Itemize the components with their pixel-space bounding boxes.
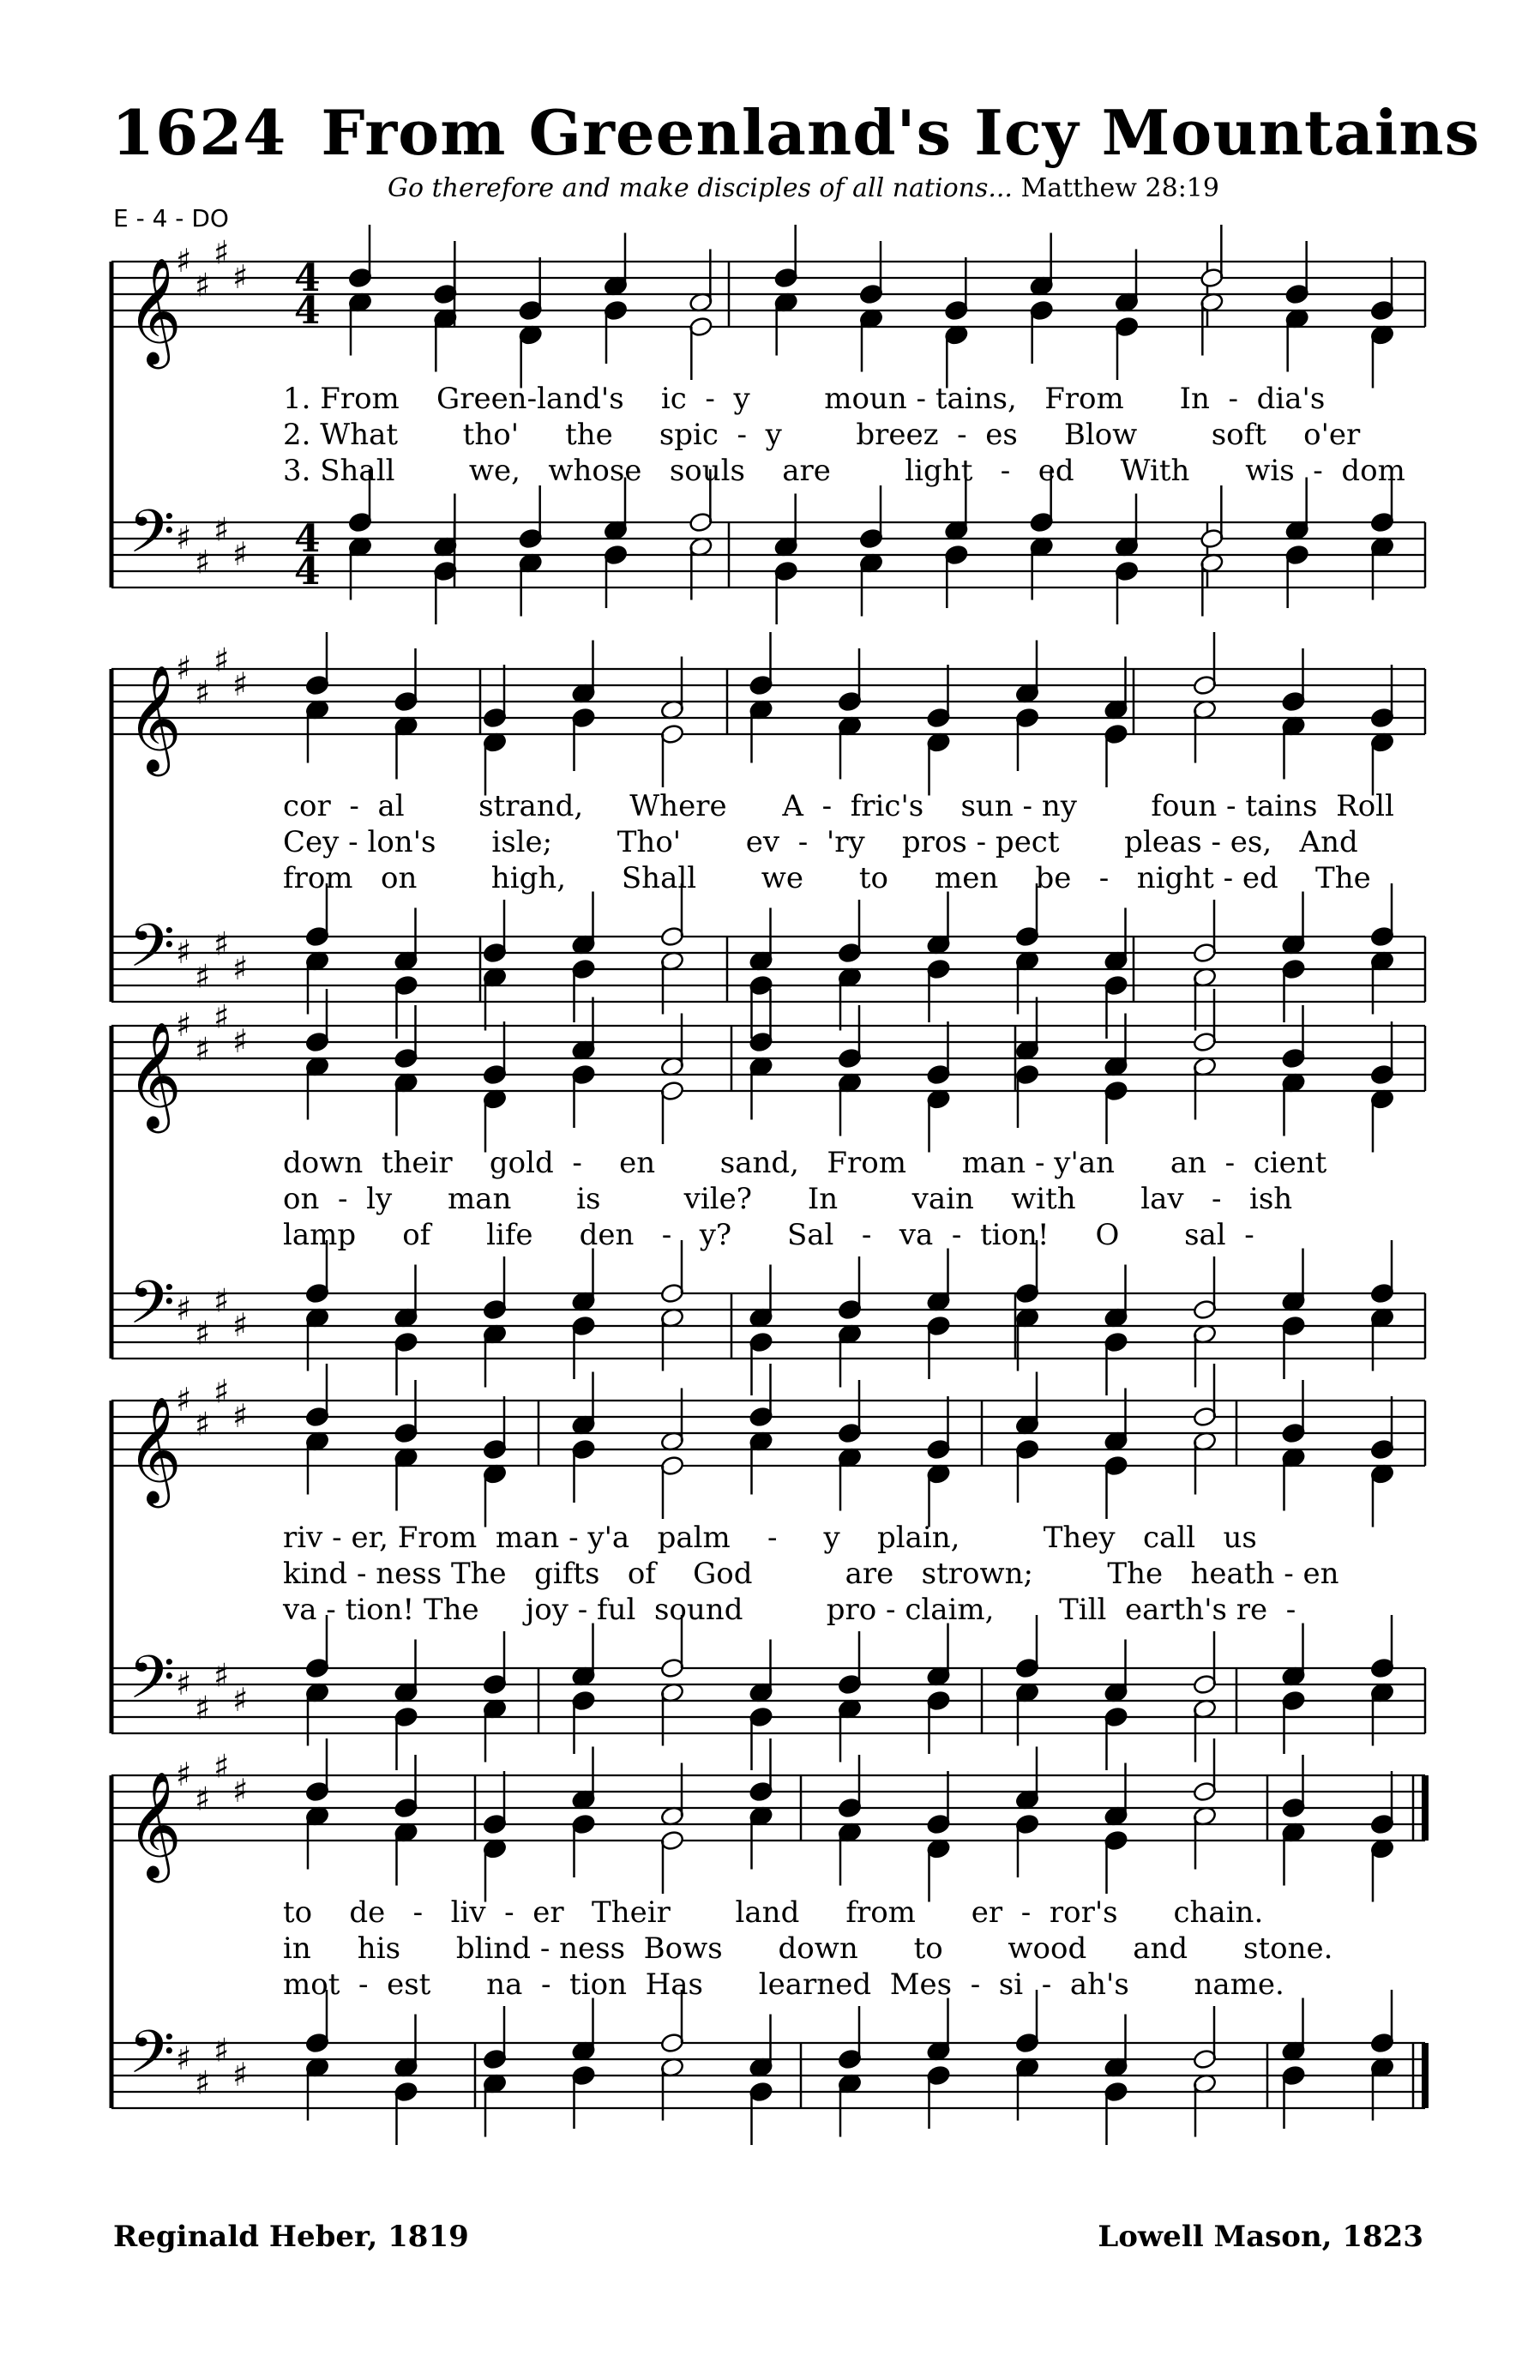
lyric-line-verse-2: 2. What tho' the spic - y breez - es Blow soft o'er bbox=[283, 418, 1361, 452]
time-signature: 4 bbox=[294, 256, 321, 300]
scripture-reference: Matthew 28:19 bbox=[1020, 173, 1219, 203]
lyric-line-verse-2: Cey - lon's isle; Tho' ev - 'ry pros - pect pleas - es, And bbox=[283, 825, 1358, 859]
sharp-icon: ♯ bbox=[232, 666, 249, 703]
sharp-icon: ♯ bbox=[214, 233, 230, 272]
sharp-icon: ♯ bbox=[214, 1372, 230, 1411]
treble-clef-icon: 𝄞 bbox=[127, 1396, 182, 1503]
sharp-icon: ♯ bbox=[176, 649, 192, 687]
time-signature: 4 bbox=[294, 517, 321, 561]
key-label: E - 4 - DO bbox=[113, 204, 229, 232]
sharp-icon: ♯ bbox=[176, 1290, 192, 1328]
time-signature: 4 bbox=[294, 289, 321, 333]
sharp-icon: ♯ bbox=[195, 1030, 211, 1069]
sharp-icon: ♯ bbox=[214, 997, 230, 1036]
sharp-icon: ♯ bbox=[232, 1022, 249, 1060]
sharp-icon: ♯ bbox=[195, 1314, 211, 1353]
sharp-icon: ♯ bbox=[214, 510, 230, 549]
sharp-icon: ♯ bbox=[232, 258, 249, 296]
lyric-line-verse-3: from on high, Shall we to men be - night - ed The bbox=[283, 861, 1371, 895]
sharp-icon: ♯ bbox=[195, 1780, 211, 1818]
sharp-icon: ♯ bbox=[232, 1397, 249, 1435]
sharp-icon: ♯ bbox=[214, 1656, 230, 1695]
sharp-icon: ♯ bbox=[232, 535, 249, 573]
sharp-icon: ♯ bbox=[232, 1681, 249, 1719]
lyric-line-verse-2: on - ly man is vile? In vain with lav - ish bbox=[283, 1182, 1293, 1216]
sharp-icon: ♯ bbox=[195, 673, 211, 712]
sharp-icon: ♯ bbox=[195, 1405, 211, 1443]
sharp-icon: ♯ bbox=[195, 543, 211, 581]
lyric-line-verse-3: lamp of life den - y? Sal - va - tion! O sal - bbox=[283, 1218, 1254, 1252]
treble-clef-icon: 𝄞 bbox=[127, 257, 182, 365]
sharp-icon: ♯ bbox=[195, 266, 211, 304]
sharp-icon: ♯ bbox=[195, 1689, 211, 1727]
time-signature: 4 bbox=[294, 550, 321, 593]
sharp-icon: ♯ bbox=[214, 1747, 230, 1786]
lyric-line-verse-1: 1. From Green-land's ic - y moun - tains, From In - dia's bbox=[283, 382, 1326, 416]
sharp-icon: ♯ bbox=[214, 925, 230, 963]
sharp-icon: ♯ bbox=[176, 933, 192, 971]
sharp-icon: ♯ bbox=[176, 1381, 192, 1419]
sharp-icon: ♯ bbox=[176, 2040, 192, 2077]
sharp-icon: ♯ bbox=[232, 2056, 249, 2094]
sharp-icon: ♯ bbox=[232, 1772, 249, 1810]
sharp-icon: ♯ bbox=[195, 2064, 211, 2102]
lyric-line-verse-3: mot - est na - tion Has learned Mes - si - ah's name. bbox=[283, 1967, 1284, 2002]
bass-clef-icon: 𝄢 bbox=[129, 911, 176, 995]
sharp-icon: ♯ bbox=[176, 1665, 192, 1702]
lyric-line-verse-1: cor - al strand, Where A - fric's sun - ny foun - tains Roll bbox=[283, 789, 1394, 823]
words-credit: Reginald Heber, 1819 bbox=[113, 2220, 469, 2254]
bass-clef-icon: 𝄢 bbox=[129, 2017, 176, 2101]
lyric-line-verse-3: 3. Shall we, whose souls are light - ed With wis - dom bbox=[283, 454, 1405, 488]
sharp-icon: ♯ bbox=[232, 1306, 249, 1344]
treble-clef-icon: 𝄞 bbox=[127, 665, 182, 772]
bass-clef-icon: 𝄢 bbox=[129, 497, 176, 581]
sharp-icon: ♯ bbox=[214, 641, 230, 679]
lyric-line-verse-1: riv - er, From man - y'a palm - y plain, They call us bbox=[283, 1521, 1257, 1555]
sharp-icon: ♯ bbox=[176, 1006, 192, 1044]
bass-clef-icon: 𝄢 bbox=[129, 1268, 176, 1352]
lyric-line-verse-3: va - tion! The joy - ful sound pro - claim, Till earth's re - bbox=[283, 1593, 1296, 1627]
sharp-icon: ♯ bbox=[176, 242, 192, 280]
lyric-line-verse-1: down their gold - en sand, From man - y'an an - cient bbox=[283, 1146, 1327, 1180]
scripture-quote: Go therefore and make disciples of all nations... bbox=[388, 173, 1013, 203]
hymn-title: From Greenland's Icy Mountains bbox=[321, 96, 1481, 169]
sharp-icon: ♯ bbox=[214, 2031, 230, 2070]
lyric-line-verse-2: in his blind - ness Bows down to wood and stone. bbox=[283, 1931, 1333, 1966]
music-credit: Lowell Mason, 1823 bbox=[1098, 2220, 1423, 2254]
sharp-icon: ♯ bbox=[214, 1281, 230, 1320]
treble-clef-icon: 𝄞 bbox=[127, 1771, 182, 1878]
sharp-icon: ♯ bbox=[176, 519, 192, 557]
bass-clef-icon: 𝄢 bbox=[129, 1642, 176, 1726]
sharp-icon: ♯ bbox=[195, 957, 211, 996]
hymn-number: 1624 bbox=[111, 96, 287, 169]
treble-clef-icon: 𝄞 bbox=[127, 1021, 182, 1129]
sharp-icon: ♯ bbox=[232, 949, 249, 987]
lyric-line-verse-1: to de - liv - er Their land from er - ror's chain. bbox=[283, 1895, 1264, 1930]
sharp-icon: ♯ bbox=[176, 1756, 192, 1793]
lyric-line-verse-2: kind - ness The gifts of God are strown; The heath - en bbox=[283, 1557, 1339, 1591]
